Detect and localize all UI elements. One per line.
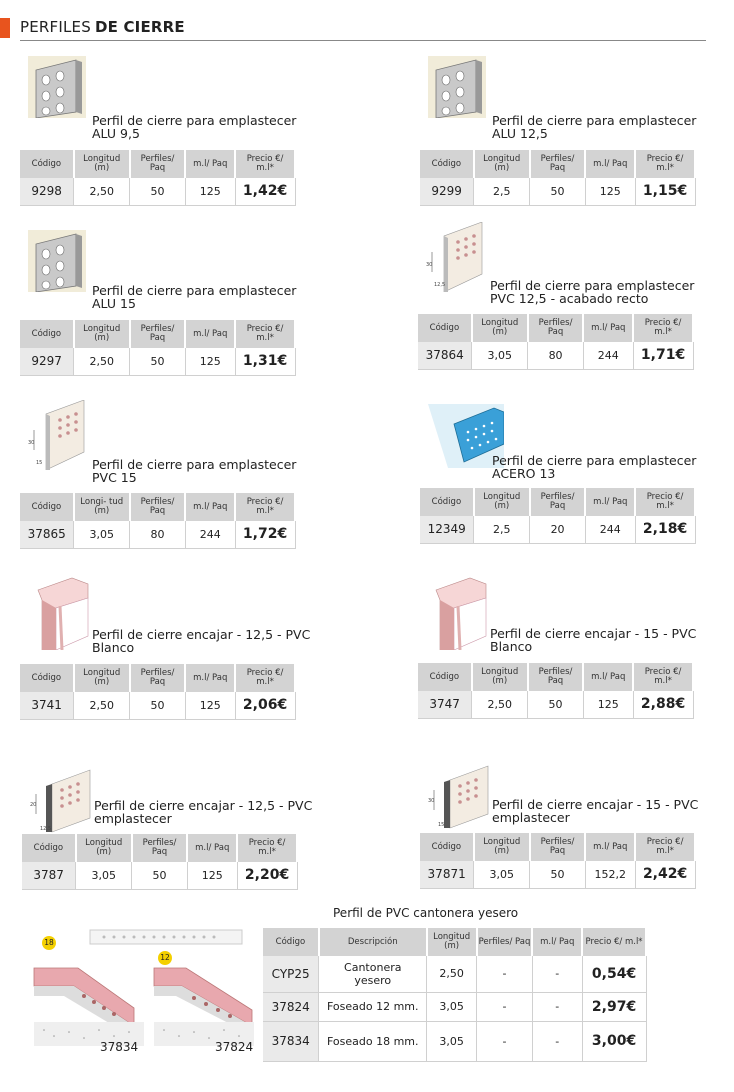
cell-perfiles: 50	[130, 348, 186, 375]
pvc-emplastecer-icon	[30, 764, 96, 834]
cell-codigo: 3787	[22, 862, 76, 889]
col-precio: Precio €/ m.l*	[235, 150, 295, 178]
col-precio: Precio €/ m.l*	[235, 320, 295, 348]
table-row	[420, 178, 695, 205]
col-longitud: Longitud (m)	[74, 150, 130, 178]
cantonera-title: Perfil de PVC cantonera yesero	[333, 906, 519, 920]
cell-codigo: 37864	[418, 342, 472, 369]
col-precio: Precio €/ m.l*	[633, 314, 693, 342]
product-card	[418, 222, 698, 370]
cell-longitud: 2,50	[74, 348, 130, 375]
cell-perfiles: -	[477, 992, 533, 1021]
cell-longitud: 2,5	[474, 178, 530, 205]
col-precio: Precio €/ m.l*	[633, 663, 693, 691]
cell-precio: 0,54€	[582, 956, 646, 992]
col-codigo: Código	[22, 834, 76, 862]
col-longitud: Longitud (m)	[474, 150, 530, 178]
col-perfiles: Perfiles/ Paq	[132, 834, 188, 862]
col-ml: m.l/ Paq	[185, 150, 235, 178]
cell-perfiles: 50	[530, 178, 586, 205]
col-codigo: Código	[20, 320, 74, 348]
product-card	[20, 56, 300, 206]
col-precio: Precio €/ m.l*	[635, 833, 695, 861]
cell-longitud: 3,05	[76, 862, 132, 889]
col-codigo: Código	[263, 928, 319, 956]
col-perfiles: Perfiles/ Paq	[130, 150, 186, 178]
table-row	[20, 348, 295, 375]
header-accent-bar	[0, 18, 10, 38]
cell-longitud: 2,50	[74, 178, 130, 205]
col-precio: Precio €/ m.l*	[635, 150, 695, 178]
spec-table	[20, 150, 296, 206]
svg-text:15: 15	[438, 822, 445, 828]
cell-ml: -	[532, 1021, 582, 1061]
col-ml: m.l/ Paq	[585, 488, 635, 516]
alu-perforated-icon	[28, 230, 94, 300]
product-title: Perfil de cierre para emplastecer PVC 12,5 - acabado recto	[490, 278, 695, 306]
col-ml: m.l/ Paq	[185, 320, 235, 348]
svg-text:15: 15	[36, 460, 43, 466]
table-row	[263, 956, 646, 992]
cell-ml: 244	[185, 521, 235, 548]
spec-table	[418, 314, 694, 370]
col-ml: m.l/ Paq	[585, 150, 635, 178]
col-longitud: Longi- tud (m)	[74, 493, 130, 521]
col-precio: Precio €/ m.l*	[582, 928, 646, 956]
cell-codigo: 3747	[418, 691, 472, 718]
col-codigo: Código	[20, 664, 74, 692]
spec-table	[20, 493, 296, 549]
cell-ml: -	[532, 992, 582, 1021]
svg-text:30: 30	[428, 798, 435, 804]
col-precio: Precio €/ m.l*	[235, 493, 295, 521]
svg-text:12,5: 12,5	[434, 282, 446, 288]
cell-precio: 2,97€	[582, 992, 646, 1021]
cell-precio: 1,71€	[633, 342, 693, 369]
page-title-light: PERFILES	[20, 18, 91, 36]
cell-codigo: 37834	[263, 1021, 319, 1061]
spec-table	[418, 663, 694, 719]
table-row	[22, 862, 297, 889]
cell-codigo: 9299	[420, 178, 474, 205]
cell-precio: 2,42€	[635, 861, 695, 888]
cell-longitud: 2,50	[472, 691, 528, 718]
page-title	[20, 18, 185, 36]
col-ml: m.l/ Paq	[185, 664, 235, 692]
cell-precio: 2,20€	[237, 862, 297, 889]
cell-precio: 1,42€	[235, 178, 295, 205]
cell-codigo: CYP25	[263, 956, 319, 992]
cell-perfiles: 50	[132, 862, 188, 889]
spec-table	[20, 320, 296, 376]
svg-text:30: 30	[28, 440, 35, 446]
col-codigo: Código	[20, 150, 74, 178]
table-row	[420, 516, 695, 543]
table-row	[20, 692, 295, 719]
cell-longitud: 3,05	[74, 521, 130, 548]
product-card	[20, 400, 300, 549]
col-longitud: Longitud (m)	[427, 928, 477, 956]
cell-precio: 2,18€	[635, 516, 695, 543]
col-perfiles: Perfiles/ Paq	[130, 320, 186, 348]
pvc-emplastecer-icon	[428, 760, 494, 830]
cell-ml: 125	[185, 178, 235, 205]
cell-ml: 125	[185, 692, 235, 719]
product-title: Perfil de cierre encajar - 12,5 - PVC Blanco	[92, 627, 311, 655]
col-perfiles: Perfiles/ Paq	[528, 314, 584, 342]
col-longitud: Longitud (m)	[472, 663, 528, 691]
cantonera-badge-18: 18	[42, 936, 56, 950]
product-card	[22, 764, 313, 890]
cell-longitud: 2,5	[474, 516, 530, 543]
product-card	[20, 230, 300, 376]
cell-perfiles: 20	[530, 516, 586, 543]
cell-perfiles: -	[477, 1021, 533, 1061]
product-card	[420, 760, 700, 889]
table-row	[20, 178, 295, 205]
product-title: Perfil de cierre para emplastecer ALU 12,5	[492, 113, 697, 141]
col-perfiles: Perfiles/ Paq	[477, 928, 533, 956]
col-perfiles: Perfiles/ Paq	[530, 833, 586, 861]
table-row	[20, 521, 295, 548]
cell-codigo: 9298	[20, 178, 74, 205]
cell-ml: 152,2	[585, 861, 635, 888]
pvc-profile-icon	[426, 222, 492, 292]
col-ml: m.l/ Paq	[585, 833, 635, 861]
table-row	[420, 861, 695, 888]
cell-precio: 3,00€	[582, 1021, 646, 1061]
svg-text:12,5: 12,5	[40, 826, 52, 832]
cell-ml: 244	[585, 516, 635, 543]
cell-longitud: 3,05	[472, 342, 528, 369]
cell-codigo: 12349	[420, 516, 474, 543]
product-card	[420, 56, 700, 206]
svg-text:20: 20	[30, 802, 37, 808]
cell-perfiles: 50	[130, 692, 186, 719]
product-title: Perfil de cierre encajar - 15 - PVC Blanco	[490, 626, 697, 654]
product-title: Perfil de cierre para emplastecer ALU 9,5	[92, 113, 297, 141]
col-longitud: Longitud (m)	[474, 488, 530, 516]
col-longitud: Longitud (m)	[76, 834, 132, 862]
col-longitud: Longitud (m)	[74, 664, 130, 692]
cell-longitud: 2,50	[74, 692, 130, 719]
col-perfiles: Perfiles/ Paq	[528, 663, 584, 691]
col-codigo: Código	[420, 833, 474, 861]
col-codigo: Código	[418, 314, 472, 342]
col-ml: m.l/ Paq	[532, 928, 582, 956]
col-ml: m.l/ Paq	[583, 314, 633, 342]
product-card	[420, 404, 700, 544]
pvc-profile-icon	[28, 400, 94, 470]
alu-perforated-icon	[28, 56, 94, 126]
cell-codigo: 37871	[420, 861, 474, 888]
cell-descripcion: Foseado 18 mm.	[319, 1021, 427, 1061]
cell-perfiles: 50	[130, 178, 186, 205]
product-card	[20, 576, 311, 720]
col-precio: Precio €/ m.l*	[635, 488, 695, 516]
cell-ml: 125	[583, 691, 633, 718]
col-precio: Precio €/ m.l*	[237, 834, 297, 862]
col-ml: m.l/ Paq	[583, 663, 633, 691]
table-row	[263, 992, 646, 1021]
cell-longitud: 3,05	[427, 1021, 477, 1061]
table-row	[263, 1021, 646, 1061]
cantonera-image-label-37824: 37824	[215, 1040, 254, 1054]
cell-longitud: 2,50	[427, 956, 477, 992]
col-longitud: Longitud (m)	[74, 320, 130, 348]
cantonera-image-label-37834: 37834	[100, 1040, 139, 1054]
cell-perfiles: 80	[130, 521, 186, 548]
product-title: Perfil de cierre encajar - 15 - PVC emplastecer	[492, 797, 699, 825]
spec-table	[420, 488, 696, 544]
cell-perfiles: 50	[528, 691, 584, 718]
cell-ml: -	[532, 956, 582, 992]
col-codigo: Código	[420, 488, 474, 516]
spec-table	[20, 664, 296, 720]
product-title: Perfil de cierre para emplastecer ACERO 13	[492, 453, 697, 481]
alu-perforated-icon	[428, 56, 494, 126]
cell-perfiles: 50	[530, 861, 586, 888]
pvc-white-icon	[28, 576, 94, 646]
page-title-bold: DE CIERRE	[94, 18, 185, 36]
steel-profile-icon	[428, 404, 494, 474]
col-perfiles: Perfiles/ Paq	[530, 150, 586, 178]
cell-longitud: 3,05	[427, 992, 477, 1021]
cell-codigo: 37865	[20, 521, 74, 548]
table-row	[418, 342, 693, 369]
spec-table	[22, 834, 298, 890]
spec-table	[420, 150, 696, 206]
product-title: Perfil de cierre encajar - 12,5 - PVC emplastecer	[94, 798, 313, 826]
cantonera-badge-12: 12	[158, 951, 172, 965]
product-title: Perfil de cierre para emplastecer ALU 15	[92, 283, 297, 311]
cell-perfiles: 80	[528, 342, 584, 369]
col-perfiles: Perfiles/ Paq	[130, 493, 186, 521]
col-ml: m.l/ Paq	[185, 493, 235, 521]
col-codigo: Código	[418, 663, 472, 691]
cell-precio: 1,31€	[235, 348, 295, 375]
cell-perfiles: -	[477, 956, 533, 992]
cell-ml: 125	[187, 862, 237, 889]
cell-codigo: 9297	[20, 348, 74, 375]
cell-precio: 2,88€	[633, 691, 693, 718]
cell-ml: 244	[583, 342, 633, 369]
col-perfiles: Perfiles/ Paq	[130, 664, 186, 692]
cell-precio: 1,15€	[635, 178, 695, 205]
svg-text:30: 30	[426, 262, 433, 268]
header-divider	[20, 40, 706, 41]
cell-precio: 1,72€	[235, 521, 295, 548]
col-descripcion: Descripción	[319, 928, 427, 956]
cell-longitud: 3,05	[474, 861, 530, 888]
col-longitud: Longitud (m)	[472, 314, 528, 342]
cell-codigo: 3741	[20, 692, 74, 719]
col-precio: Precio €/ m.l*	[235, 664, 295, 692]
cell-ml: 125	[185, 348, 235, 375]
col-codigo: Código	[420, 150, 474, 178]
product-card	[418, 576, 698, 719]
col-perfiles: Perfiles/ Paq	[530, 488, 586, 516]
col-ml: m.l/ Paq	[187, 834, 237, 862]
spec-table	[420, 833, 696, 889]
pvc-white-icon	[426, 576, 492, 646]
cantonera-table	[263, 928, 647, 1062]
table-row	[418, 691, 693, 718]
col-codigo: Código	[20, 493, 74, 521]
col-longitud: Longitud (m)	[474, 833, 530, 861]
cell-descripcion: Cantonera yesero	[319, 956, 427, 992]
cell-descripcion: Foseado 12 mm.	[319, 992, 427, 1021]
cell-precio: 2,06€	[235, 692, 295, 719]
cell-codigo: 37824	[263, 992, 319, 1021]
cell-ml: 125	[585, 178, 635, 205]
product-title: Perfil de cierre para emplastecer PVC 15	[92, 457, 297, 485]
